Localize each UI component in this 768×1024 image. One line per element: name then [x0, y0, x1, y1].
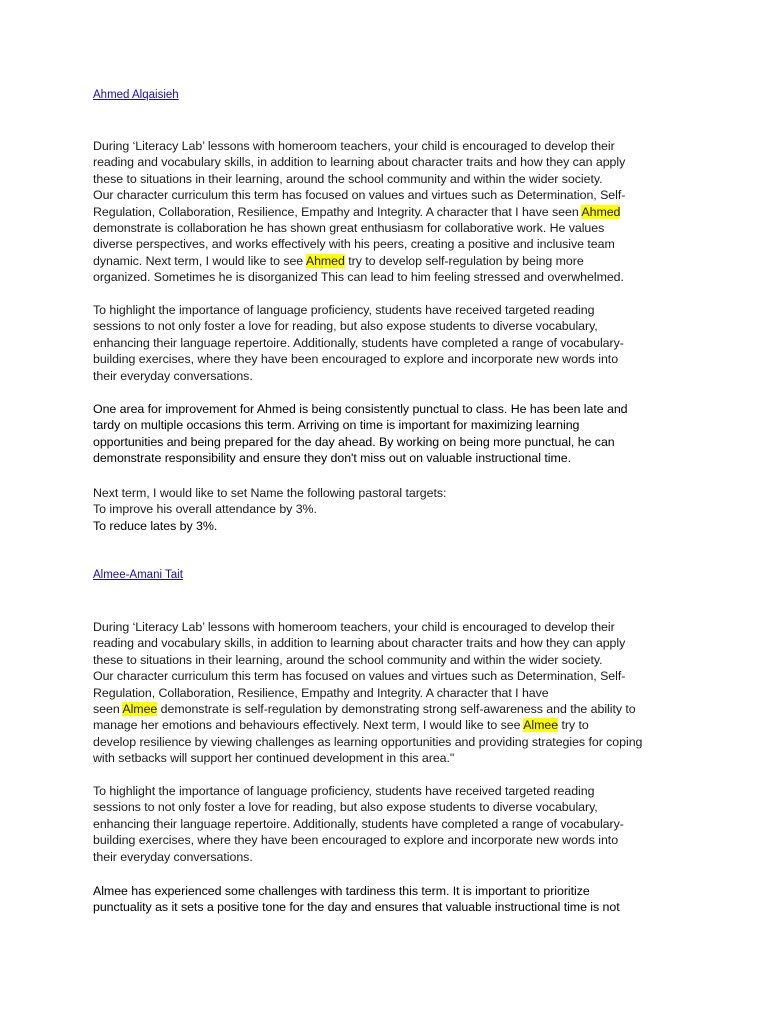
text-segment: demonstrate is self-regulation by demonstrating strong self-awareness and the ability to	[157, 702, 636, 717]
text-segment: try to	[558, 718, 589, 733]
text-segment: Our character curriculum this term has focused on values and virtues such as Determination, Self-	[93, 188, 626, 203]
text-line: building exercises, where they have been encouraged to explore and incorporate new words into	[93, 352, 619, 367]
text-line	[93, 204, 625, 220]
literacy-lab-paragraph	[93, 138, 625, 286]
text-line	[93, 138, 625, 154]
text-segment: During ‘Literacy Lab’ lessons with homeroom teachers, your child is encouraged to develop their	[93, 139, 615, 153]
text-segment: During ‘Literacy Lab’ lessons with homeroom teachers, your child is encouraged to develop their	[93, 620, 615, 634]
language-proficiency-paragraph	[93, 783, 624, 865]
text-segment: these to situations in their learning, around the school community and within the wider society.	[93, 652, 603, 667]
text-line: sessions to not only foster a love for reading, but also expose students to diverse vocabulary,	[93, 319, 598, 334]
pastoral-targets-paragraph	[93, 485, 446, 534]
text-line	[93, 685, 642, 701]
literacy-lab-paragraph	[93, 619, 642, 767]
text-line: their everyday conversations.	[93, 368, 253, 383]
text-line	[93, 154, 625, 170]
highlighted-student-name: Almee	[523, 718, 559, 733]
text-line: Almee has experienced some challenges with tardiness this term. It is important to prioritize	[93, 884, 590, 898]
text-line: punctuality as it sets a positive tone for the day and ensures that valuable instructional time is not	[93, 900, 620, 915]
student-name-link[interactable]: Ahmed Alqaisieh	[93, 89, 179, 101]
text-line	[93, 220, 625, 236]
text-line: To highlight the importance of language proficiency, students have received targeted reading	[93, 303, 595, 317]
text-segment: manage her emotions and behaviours effectively. Next term, I would like to see	[93, 718, 524, 733]
text-segment: with setbacks will support her continued development in this area."	[93, 751, 455, 766]
text-line	[93, 236, 625, 252]
text-line: Next term, I would like to set Name the following pastoral targets:	[93, 486, 447, 500]
text-line: enhancing their language repertoire. Additionally, students have completed a range of vocabulary-	[93, 816, 624, 831]
improvement-paragraph	[93, 401, 628, 467]
text-line	[93, 717, 642, 733]
text-segment: Our character curriculum this term has focused on values and virtues such as Determination, Self-	[93, 669, 626, 684]
student-name-link[interactable]: Almee-Amani Tait	[93, 569, 183, 581]
language-proficiency-paragraph	[93, 302, 624, 384]
text-line	[93, 701, 642, 717]
highlighted-student-name: Ahmed	[581, 204, 621, 219]
text-segment: reading and vocabulary skills, in addition to learning about character traits and how they can apply	[93, 636, 626, 651]
text-line: building exercises, where they have been encouraged to explore and incorporate new words into	[93, 833, 619, 848]
text-segment: organized. Sometimes he is disorganized This can lead to him feeling stressed and overwhelmed.	[93, 270, 624, 285]
improvement-paragraph	[93, 883, 620, 916]
text-line	[93, 269, 625, 285]
text-line	[93, 187, 625, 203]
text-segment: Regulation, Collaboration, Resilience, Empathy and Integrity. A character that I have seen	[93, 204, 582, 219]
text-segment: try to develop self-regulation by being more	[344, 253, 584, 268]
highlighted-student-name: Ahmed	[305, 253, 345, 268]
text-line	[93, 734, 642, 750]
text-segment: dynamic. Next term, I would like to see	[93, 253, 306, 268]
text-line: To reduce lates by 3%.	[93, 518, 218, 533]
text-segment: diverse perspectives, and works effectively with his peers, creating a positive and inclusive team	[93, 237, 615, 252]
text-segment: Regulation, Collaboration, Resilience, Empathy and Integrity. A character that I have	[93, 685, 549, 700]
text-line: their everyday conversations.	[93, 849, 253, 864]
text-line: demonstrate responsibility and ensure they don't miss out on valuable instructional time.	[93, 451, 571, 466]
text-line	[93, 652, 642, 668]
text-line: sessions to not only foster a love for reading, but also expose students to diverse vocabulary,	[93, 800, 598, 815]
text-line: To highlight the importance of language proficiency, students have received targeted reading	[93, 784, 595, 798]
text-line	[93, 619, 642, 635]
text-line: To improve his overall attendance by 3%.	[93, 502, 317, 517]
text-line: enhancing their language repertoire. Additionally, students have completed a range of vocabulary-	[93, 335, 624, 350]
text-segment: reading and vocabulary skills, in addition to learning about character traits and how they can apply	[93, 155, 626, 170]
text-line: tardy on multiple occasions this term. Arriving on time is important for maximizing learning	[93, 418, 580, 433]
text-segment: seen	[93, 702, 123, 717]
text-segment: these to situations in their learning, around the school community and within the wider society.	[93, 171, 603, 186]
text-line: opportunities and being prepared for the day ahead. By working on being more punctual, he can	[93, 434, 615, 449]
text-line	[93, 668, 642, 684]
text-line: One area for improvement for Ahmed is being consistently punctual to class. He has been late and	[93, 402, 628, 416]
text-line	[93, 750, 642, 766]
text-line	[93, 635, 642, 651]
text-line	[93, 171, 625, 187]
highlighted-student-name: Almee	[122, 702, 158, 717]
text-line	[93, 253, 625, 269]
text-segment: demonstrate is collaboration he has shown great enthusiasm for collaborative work. He values	[93, 221, 605, 236]
text-segment: develop resilience by viewing challenges as learning opportunities and providing strategies for coping	[93, 734, 643, 749]
